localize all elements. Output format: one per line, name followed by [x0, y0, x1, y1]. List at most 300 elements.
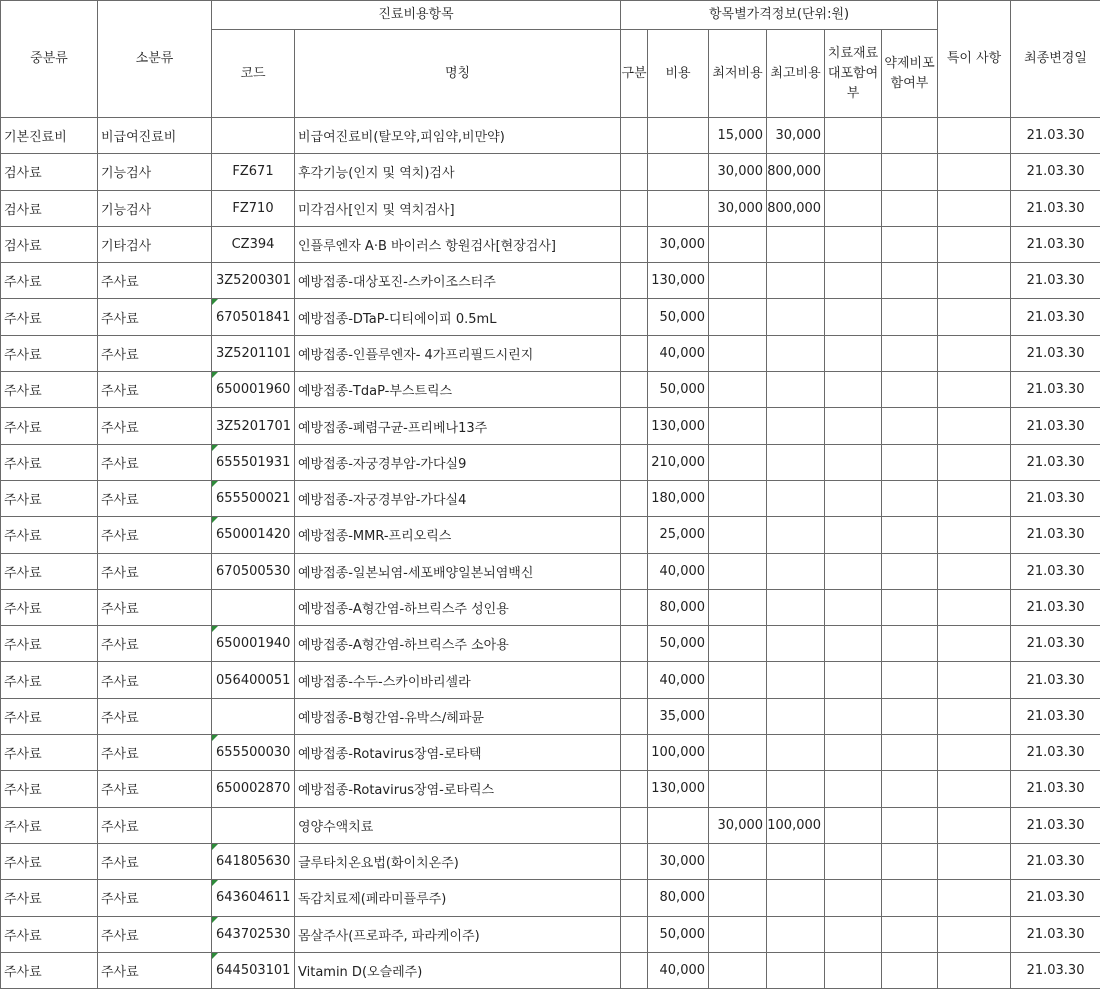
cell-type — [621, 118, 648, 154]
cell-note — [938, 480, 1011, 516]
cell-drug-included — [882, 408, 938, 444]
cell-code: 643702530 — [212, 916, 295, 952]
cell-name: 예방접종-Rotavirus장염-로타텍 — [295, 735, 621, 771]
table-row — [1, 154, 1100, 190]
cell-type — [621, 662, 648, 698]
cell-mid-category: 주사료 — [1, 335, 98, 371]
cell-drug-included — [882, 916, 938, 952]
cell-updated: 21.03.30 — [1011, 154, 1100, 190]
cell-cost: 210,000 — [648, 444, 709, 480]
cell-code: 641805630 — [212, 843, 295, 879]
cell-updated: 21.03.30 — [1011, 517, 1100, 553]
cell-type — [621, 444, 648, 480]
cell-sub-category: 주사료 — [98, 299, 212, 335]
cell-code — [212, 589, 295, 625]
cell-mid-category: 검사료 — [1, 226, 98, 262]
cell-code: 655500030 — [212, 735, 295, 771]
cell-mid-category: 주사료 — [1, 916, 98, 952]
cell-updated: 21.03.30 — [1011, 118, 1100, 154]
cell-updated: 21.03.30 — [1011, 335, 1100, 371]
cell-note — [938, 444, 1011, 480]
table-row — [1, 226, 1100, 262]
cell-updated: 21.03.30 — [1011, 299, 1100, 335]
cell-name: 예방접종-A형간염-하브릭스주 성인용 — [295, 589, 621, 625]
cell-sub-category: 주사료 — [98, 444, 212, 480]
cell-code: CZ394 — [212, 226, 295, 262]
cell-updated: 21.03.30 — [1011, 480, 1100, 516]
cell-mid-category: 주사료 — [1, 444, 98, 480]
cell-name: 영양수액치료 — [295, 807, 621, 843]
table-row — [1, 698, 1100, 734]
header-cost: 비용 — [648, 30, 709, 118]
cell-name: 예방접종-DTaP-디티에이피 0.5mL — [295, 299, 621, 335]
cell-max-cost — [767, 698, 825, 734]
table-row — [1, 771, 1100, 807]
cell-min-cost — [709, 880, 767, 916]
cell-code: 3Z5201101 — [212, 335, 295, 371]
cell-name: 예방접종-TdaP-부스트릭스 — [295, 372, 621, 408]
cell-material-included — [825, 517, 882, 553]
cell-note — [938, 190, 1011, 226]
cell-code: 3Z5200301 — [212, 263, 295, 299]
cell-max-cost — [767, 299, 825, 335]
cell-cost: 130,000 — [648, 771, 709, 807]
cell-mid-category: 주사료 — [1, 807, 98, 843]
cell-min-cost — [709, 735, 767, 771]
table-row — [1, 118, 1100, 154]
cell-cost: 100,000 — [648, 735, 709, 771]
cell-type — [621, 916, 648, 952]
cell-code: FZ710 — [212, 190, 295, 226]
cell-cost: 25,000 — [648, 517, 709, 553]
cell-name: 후각기능(인지 및 역치)검사 — [295, 154, 621, 190]
cell-code: 056400051 — [212, 662, 295, 698]
cell-material-included — [825, 118, 882, 154]
cell-type — [621, 698, 648, 734]
cell-code: 650001940 — [212, 626, 295, 662]
cell-material-included — [825, 480, 882, 516]
cell-sub-category: 주사료 — [98, 263, 212, 299]
cell-sub-category: 기능검사 — [98, 154, 212, 190]
cell-note — [938, 952, 1011, 988]
cell-sub-category: 주사료 — [98, 408, 212, 444]
cell-cost: 50,000 — [648, 372, 709, 408]
cell-max-cost — [767, 880, 825, 916]
table-row — [1, 372, 1100, 408]
cell-name: 글루타치온요법(화이치온주) — [295, 843, 621, 879]
cell-updated: 21.03.30 — [1011, 589, 1100, 625]
cell-mid-category: 검사료 — [1, 190, 98, 226]
cell-mid-category: 주사료 — [1, 372, 98, 408]
cell-drug-included — [882, 735, 938, 771]
cell-cost: 80,000 — [648, 880, 709, 916]
cell-material-included — [825, 880, 882, 916]
cell-cost — [648, 190, 709, 226]
header-type: 구분 — [621, 30, 648, 118]
cell-note — [938, 771, 1011, 807]
cell-min-cost — [709, 843, 767, 879]
cell-code: 650001960 — [212, 372, 295, 408]
cell-mid-category: 검사료 — [1, 154, 98, 190]
cell-cost: 50,000 — [648, 916, 709, 952]
cell-cost — [648, 807, 709, 843]
cell-code — [212, 118, 295, 154]
cell-name: 예방접종-MMR-프리오릭스 — [295, 517, 621, 553]
cell-updated: 21.03.30 — [1011, 226, 1100, 262]
cell-drug-included — [882, 843, 938, 879]
cell-material-included — [825, 226, 882, 262]
cell-min-cost — [709, 626, 767, 662]
cell-updated: 21.03.30 — [1011, 662, 1100, 698]
cell-note — [938, 807, 1011, 843]
header-updated: 최종변경일 — [1011, 1, 1100, 118]
cell-max-cost — [767, 916, 825, 952]
cell-mid-category: 주사료 — [1, 952, 98, 988]
table-row — [1, 807, 1100, 843]
cell-min-cost — [709, 263, 767, 299]
cell-cost: 40,000 — [648, 662, 709, 698]
cell-type — [621, 372, 648, 408]
cell-max-cost — [767, 771, 825, 807]
cell-sub-category: 주사료 — [98, 698, 212, 734]
cell-sub-category: 주사료 — [98, 372, 212, 408]
cell-material-included — [825, 771, 882, 807]
cell-cost: 35,000 — [648, 698, 709, 734]
cell-type — [621, 335, 648, 371]
cell-mid-category: 주사료 — [1, 662, 98, 698]
cell-note — [938, 843, 1011, 879]
cell-name: 인플루엔자 A·B 바이러스 항원검사[현장검사] — [295, 226, 621, 262]
cell-name: 예방접종-수두-스카이바리셀라 — [295, 662, 621, 698]
cell-updated: 21.03.30 — [1011, 698, 1100, 734]
cell-code: 643604611 — [212, 880, 295, 916]
cell-drug-included — [882, 118, 938, 154]
table-row — [1, 190, 1100, 226]
cell-note — [938, 735, 1011, 771]
cell-type — [621, 517, 648, 553]
header-code: 코드 — [212, 30, 295, 118]
cell-updated: 21.03.30 — [1011, 626, 1100, 662]
cell-max-cost — [767, 444, 825, 480]
cell-material-included — [825, 916, 882, 952]
cell-min-cost — [709, 771, 767, 807]
table-row — [1, 880, 1100, 916]
cell-updated: 21.03.30 — [1011, 916, 1100, 952]
cell-updated: 21.03.30 — [1011, 372, 1100, 408]
cell-sub-category: 주사료 — [98, 480, 212, 516]
cell-name: 비급여진료비(탈모약,피임약,비만약) — [295, 118, 621, 154]
cell-updated: 21.03.30 — [1011, 263, 1100, 299]
cell-cost: 80,000 — [648, 589, 709, 625]
cell-mid-category: 주사료 — [1, 880, 98, 916]
cell-drug-included — [882, 807, 938, 843]
cell-material-included — [825, 372, 882, 408]
cell-sub-category: 주사료 — [98, 771, 212, 807]
cell-drug-included — [882, 444, 938, 480]
cell-name: 예방접종-일본뇌염-세포배양일본뇌염백신 — [295, 553, 621, 589]
cell-sub-category: 주사료 — [98, 589, 212, 625]
cell-drug-included — [882, 662, 938, 698]
cell-note — [938, 662, 1011, 698]
table-row — [1, 263, 1100, 299]
cell-updated: 21.03.30 — [1011, 771, 1100, 807]
cell-max-cost: 30,000 — [767, 118, 825, 154]
cell-cost: 30,000 — [648, 843, 709, 879]
cell-material-included — [825, 843, 882, 879]
cell-updated: 21.03.30 — [1011, 444, 1100, 480]
cell-cost: 130,000 — [648, 408, 709, 444]
table-header — [1, 1, 1100, 118]
cell-max-cost — [767, 626, 825, 662]
cell-max-cost — [767, 335, 825, 371]
cell-type — [621, 626, 648, 662]
cell-max-cost: 800,000 — [767, 190, 825, 226]
cell-name: 예방접종-A형간염-하브릭스주 소아용 — [295, 626, 621, 662]
cell-mid-category: 주사료 — [1, 698, 98, 734]
cell-code — [212, 698, 295, 734]
table-row — [1, 952, 1100, 988]
cell-sub-category: 주사료 — [98, 553, 212, 589]
cell-name: 독감치료제(페라미플루주) — [295, 880, 621, 916]
cell-name: 미각검사[인지 및 역치검사] — [295, 190, 621, 226]
cell-code: 3Z5201701 — [212, 408, 295, 444]
cell-max-cost — [767, 553, 825, 589]
cell-max-cost — [767, 480, 825, 516]
cell-sub-category: 주사료 — [98, 662, 212, 698]
cell-name: 예방접종-B형간염-유박스/헤파뮨 — [295, 698, 621, 734]
cell-mid-category: 주사료 — [1, 589, 98, 625]
cell-type — [621, 589, 648, 625]
cell-note — [938, 299, 1011, 335]
cell-cost: 40,000 — [648, 952, 709, 988]
cell-min-cost: 30,000 — [709, 190, 767, 226]
cell-material-included — [825, 263, 882, 299]
cell-max-cost — [767, 662, 825, 698]
cell-drug-included — [882, 771, 938, 807]
cell-material-included — [825, 807, 882, 843]
cell-drug-included — [882, 335, 938, 371]
cell-max-cost — [767, 952, 825, 988]
cell-min-cost — [709, 480, 767, 516]
cell-updated: 21.03.30 — [1011, 843, 1100, 879]
header-sub-category: 소분류 — [98, 1, 212, 118]
cell-sub-category: 주사료 — [98, 807, 212, 843]
cell-material-included — [825, 952, 882, 988]
cell-min-cost — [709, 299, 767, 335]
cell-min-cost: 15,000 — [709, 118, 767, 154]
header-max-cost: 최고비용 — [767, 30, 825, 118]
header-name: 명칭 — [295, 30, 621, 118]
header-mid-category: 중분류 — [1, 1, 98, 118]
header-drug-included: 약제비포함여부 — [882, 30, 938, 118]
cell-type — [621, 735, 648, 771]
cell-type — [621, 408, 648, 444]
table-row — [1, 408, 1100, 444]
cell-max-cost — [767, 226, 825, 262]
cell-mid-category: 주사료 — [1, 480, 98, 516]
cell-type — [621, 226, 648, 262]
cell-material-included — [825, 154, 882, 190]
cell-code: 650002870 — [212, 771, 295, 807]
cell-code: FZ671 — [212, 154, 295, 190]
cell-mid-category: 주사료 — [1, 626, 98, 662]
cell-code: 655501931 — [212, 444, 295, 480]
cell-name: 예방접종-자궁경부암-가다실4 — [295, 480, 621, 516]
cell-cost — [648, 118, 709, 154]
cell-name: 예방접종-폐렴구균-프리베나13주 — [295, 408, 621, 444]
cell-note — [938, 226, 1011, 262]
table-row — [1, 662, 1100, 698]
table-row — [1, 553, 1100, 589]
cell-type — [621, 880, 648, 916]
cell-updated: 21.03.30 — [1011, 735, 1100, 771]
cell-note — [938, 553, 1011, 589]
table-row — [1, 444, 1100, 480]
cell-note — [938, 263, 1011, 299]
table-row — [1, 735, 1100, 771]
cell-min-cost — [709, 589, 767, 625]
cell-material-included — [825, 589, 882, 625]
cell-material-included — [825, 408, 882, 444]
cell-max-cost — [767, 589, 825, 625]
cell-cost: 130,000 — [648, 263, 709, 299]
cell-code: 650001420 — [212, 517, 295, 553]
cell-name: 예방접종-자궁경부암-가다실9 — [295, 444, 621, 480]
cell-type — [621, 154, 648, 190]
cell-cost: 30,000 — [648, 226, 709, 262]
cell-type — [621, 553, 648, 589]
cell-sub-category: 주사료 — [98, 517, 212, 553]
cell-note — [938, 408, 1011, 444]
cell-material-included — [825, 335, 882, 371]
cell-cost — [648, 154, 709, 190]
cell-type — [621, 190, 648, 226]
header-note: 특이 사항 — [938, 1, 1011, 118]
cell-sub-category: 주사료 — [98, 843, 212, 879]
cell-drug-included — [882, 154, 938, 190]
cell-mid-category: 주사료 — [1, 735, 98, 771]
cell-type — [621, 299, 648, 335]
cell-updated: 21.03.30 — [1011, 952, 1100, 988]
cell-code: 670501841 — [212, 299, 295, 335]
table-row — [1, 589, 1100, 625]
cell-mid-category: 주사료 — [1, 843, 98, 879]
cell-type — [621, 480, 648, 516]
cell-note — [938, 154, 1011, 190]
cell-max-cost — [767, 408, 825, 444]
cell-max-cost — [767, 517, 825, 553]
cell-min-cost — [709, 952, 767, 988]
cell-type — [621, 952, 648, 988]
cell-sub-category: 기타검사 — [98, 226, 212, 262]
cell-mid-category: 주사료 — [1, 517, 98, 553]
cell-code: 644503101 — [212, 952, 295, 988]
cell-min-cost — [709, 408, 767, 444]
cell-max-cost — [767, 263, 825, 299]
cell-cost: 40,000 — [648, 335, 709, 371]
cell-cost: 180,000 — [648, 480, 709, 516]
cell-mid-category: 주사료 — [1, 299, 98, 335]
table-row — [1, 916, 1100, 952]
cell-code: 655500021 — [212, 480, 295, 516]
cell-drug-included — [882, 880, 938, 916]
cell-note — [938, 626, 1011, 662]
cell-sub-category: 기능검사 — [98, 190, 212, 226]
cell-note — [938, 698, 1011, 734]
cell-sub-category: 비급여진료비 — [98, 118, 212, 154]
cell-drug-included — [882, 626, 938, 662]
cell-min-cost — [709, 916, 767, 952]
table-row — [1, 335, 1100, 371]
cell-code — [212, 807, 295, 843]
cell-material-included — [825, 553, 882, 589]
cell-name: 예방접종-대상포진-스카이조스터주 — [295, 263, 621, 299]
cell-min-cost — [709, 662, 767, 698]
cell-updated: 21.03.30 — [1011, 880, 1100, 916]
cell-type — [621, 807, 648, 843]
cell-material-included — [825, 662, 882, 698]
cell-max-cost — [767, 843, 825, 879]
cell-min-cost: 30,000 — [709, 154, 767, 190]
cell-sub-category: 주사료 — [98, 916, 212, 952]
cell-drug-included — [882, 952, 938, 988]
cell-drug-included — [882, 263, 938, 299]
cell-max-cost: 100,000 — [767, 807, 825, 843]
cell-drug-included — [882, 226, 938, 262]
table-body — [1, 118, 1100, 989]
cell-material-included — [825, 299, 882, 335]
cell-mid-category: 주사료 — [1, 408, 98, 444]
cell-cost: 40,000 — [648, 553, 709, 589]
table-row — [1, 626, 1100, 662]
cell-min-cost — [709, 335, 767, 371]
cell-note — [938, 880, 1011, 916]
cell-drug-included — [882, 299, 938, 335]
cell-type — [621, 263, 648, 299]
table-row — [1, 517, 1100, 553]
cell-updated: 21.03.30 — [1011, 807, 1100, 843]
cell-sub-category: 주사료 — [98, 626, 212, 662]
cell-material-included — [825, 735, 882, 771]
cell-min-cost — [709, 444, 767, 480]
cell-max-cost: 800,000 — [767, 154, 825, 190]
cell-drug-included — [882, 698, 938, 734]
cell-updated: 21.03.30 — [1011, 190, 1100, 226]
header-material-included: 치료재료대포함여부 — [825, 30, 882, 118]
header-min-cost: 최저비용 — [709, 30, 767, 118]
cell-max-cost — [767, 372, 825, 408]
cell-min-cost: 30,000 — [709, 807, 767, 843]
cell-name: Vitamin D(오슬레주) — [295, 952, 621, 988]
cell-min-cost — [709, 226, 767, 262]
cell-mid-category: 주사료 — [1, 553, 98, 589]
cell-drug-included — [882, 517, 938, 553]
table-row — [1, 480, 1100, 516]
cell-cost: 50,000 — [648, 299, 709, 335]
cell-code: 670500530 — [212, 553, 295, 589]
cell-drug-included — [882, 372, 938, 408]
cell-sub-category: 주사료 — [98, 880, 212, 916]
cell-note — [938, 372, 1011, 408]
cell-material-included — [825, 444, 882, 480]
cell-material-included — [825, 698, 882, 734]
cell-note — [938, 118, 1011, 154]
cell-drug-included — [882, 480, 938, 516]
cell-min-cost — [709, 553, 767, 589]
table-row — [1, 299, 1100, 335]
cell-drug-included — [882, 190, 938, 226]
cell-drug-included — [882, 553, 938, 589]
